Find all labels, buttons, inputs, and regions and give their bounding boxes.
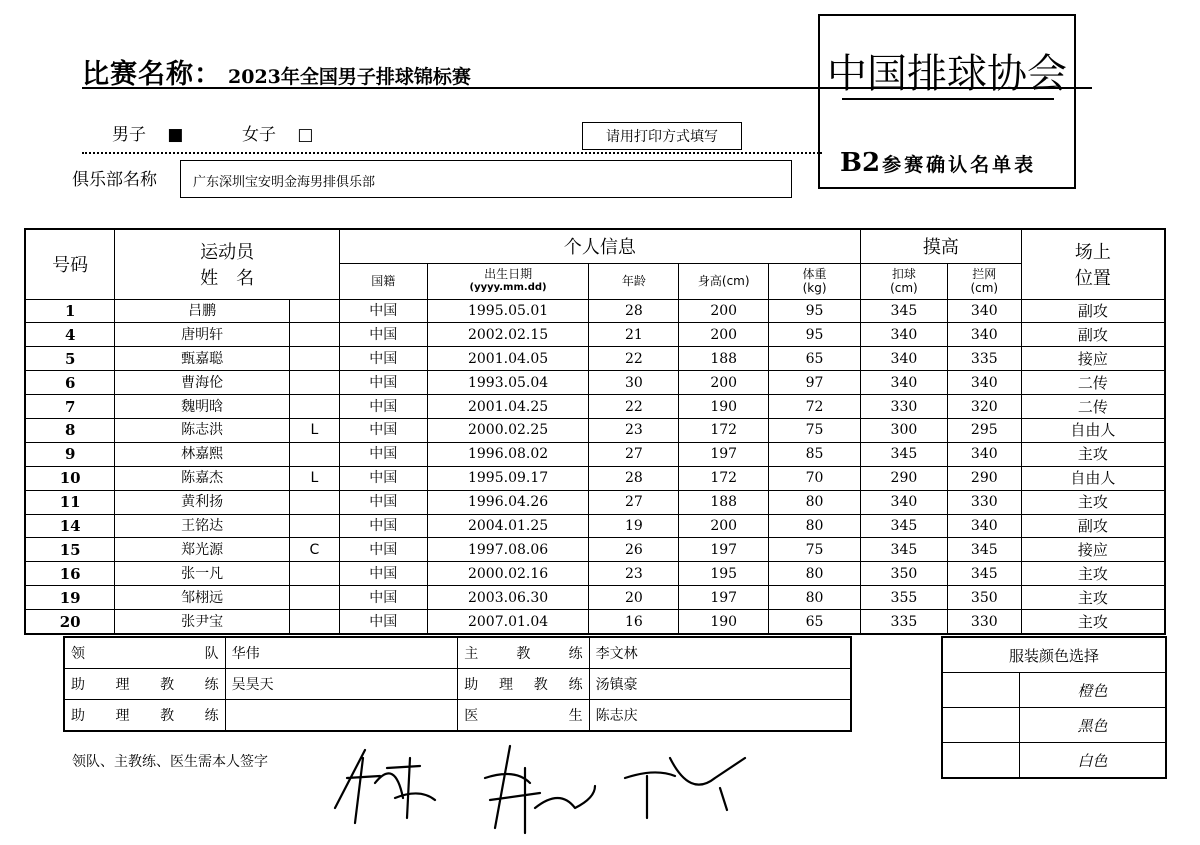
staff-table xyxy=(63,636,852,732)
table-row xyxy=(25,323,1165,347)
player-height: 172 xyxy=(679,466,769,490)
player-height: 197 xyxy=(679,586,769,610)
competition-label: 比赛名称： xyxy=(82,59,222,90)
header-athlete-line1: 运动员 xyxy=(200,242,255,264)
player-name: 曹海伦 xyxy=(115,371,290,395)
player-birth-date: 1995.05.01 xyxy=(427,299,589,323)
male-checkbox[interactable]: ■ xyxy=(167,125,184,145)
table-row xyxy=(25,514,1165,538)
player-nationality: 中国 xyxy=(339,490,427,514)
competition-title xyxy=(82,52,471,91)
uniform-color-check-2[interactable] xyxy=(942,708,1020,743)
male-option[interactable] xyxy=(112,120,183,145)
player-birth-date: 2002.02.15 xyxy=(427,323,589,347)
player-height: 197 xyxy=(679,538,769,562)
player-position: 自由人 xyxy=(1021,466,1165,490)
player-nationality: 中国 xyxy=(339,418,427,442)
player-position: 接应 xyxy=(1021,347,1165,371)
club-name: 广东深圳宝安明金海男排俱乐部 xyxy=(193,175,376,190)
player-block-reach: 340 xyxy=(947,323,1021,347)
uniform-color-2: 黑色 xyxy=(1020,708,1167,743)
player-number: 16 xyxy=(25,562,115,586)
player-nationality: 中国 xyxy=(339,371,427,395)
association-box xyxy=(818,14,1076,189)
player-nationality: 中国 xyxy=(339,562,427,586)
player-age: 28 xyxy=(589,466,679,490)
player-name: 张一凡 xyxy=(115,562,290,586)
player-number: 14 xyxy=(25,514,115,538)
female-checkbox[interactable]: □ xyxy=(297,125,314,145)
player-block-reach: 345 xyxy=(947,562,1021,586)
player-birth-date: 2000.02.25 xyxy=(427,418,589,442)
player-spike-reach: 340 xyxy=(860,490,947,514)
player-name: 郑光源 xyxy=(115,538,290,562)
signature-doctor xyxy=(625,758,745,818)
player-number: 11 xyxy=(25,490,115,514)
header-spike-line1: 扣球 xyxy=(891,267,916,281)
header-position-line2: 位置 xyxy=(1074,268,1111,290)
player-name: 邹栩远 xyxy=(115,586,290,610)
player-weight: 85 xyxy=(769,442,861,466)
header-spike xyxy=(860,263,947,299)
player-birth-date: 2000.02.16 xyxy=(427,562,589,586)
player-position: 副攻 xyxy=(1021,514,1165,538)
assistant-coach-label-3: 助 理 教 练 xyxy=(64,700,225,732)
player-spike-reach: 350 xyxy=(860,562,947,586)
table-row xyxy=(25,347,1165,371)
club-label: 俱乐部名称 xyxy=(72,170,157,190)
player-height: 190 xyxy=(679,395,769,419)
table-row xyxy=(25,610,1165,634)
player-nationality: 中国 xyxy=(339,395,427,419)
player-block-reach: 320 xyxy=(947,395,1021,419)
uniform-color-check-1[interactable] xyxy=(942,673,1020,708)
player-number: 1 xyxy=(25,299,115,323)
header-weight-line2: (kg) xyxy=(802,281,827,295)
player-number: 8 xyxy=(25,418,115,442)
player-block-reach: 330 xyxy=(947,610,1021,634)
player-weight: 80 xyxy=(769,490,861,514)
association-name: 中国排球协会 xyxy=(827,51,1067,97)
player-name: 张尹宝 xyxy=(115,610,290,634)
player-nationality: 中国 xyxy=(339,538,427,562)
player-block-reach: 295 xyxy=(947,418,1021,442)
header-birth-line2: (yyyy.mm.dd) xyxy=(469,282,547,293)
player-role xyxy=(289,299,339,323)
player-nationality: 中国 xyxy=(339,323,427,347)
player-position: 副攻 xyxy=(1021,323,1165,347)
player-age: 21 xyxy=(589,323,679,347)
player-number: 9 xyxy=(25,442,115,466)
player-birth-date: 2001.04.05 xyxy=(427,347,589,371)
player-age: 27 xyxy=(589,442,679,466)
table-row xyxy=(25,562,1165,586)
player-position: 二传 xyxy=(1021,371,1165,395)
player-role xyxy=(289,442,339,466)
player-birth-date: 1996.04.26 xyxy=(427,490,589,514)
player-role xyxy=(289,586,339,610)
uniform-color-title: 服装颜色选择 xyxy=(942,637,1166,673)
form-title: 参赛确认名单表 xyxy=(882,154,1037,176)
player-number: 15 xyxy=(25,538,115,562)
player-role xyxy=(289,610,339,634)
header-number: 号码 xyxy=(25,229,115,299)
assistant-coach-name-2[interactable]: 汤镇豪 xyxy=(589,669,851,700)
player-spike-reach: 345 xyxy=(860,299,947,323)
player-birth-date: 1995.09.17 xyxy=(427,466,589,490)
player-age: 22 xyxy=(589,347,679,371)
header-athlete-line2: 姓 名 xyxy=(200,268,255,290)
player-birth-date: 2004.01.25 xyxy=(427,514,589,538)
header-reach: 摸高 xyxy=(860,229,1021,263)
player-spike-reach: 340 xyxy=(860,347,947,371)
doctor-name[interactable]: 陈志庆 xyxy=(589,700,851,732)
player-nationality: 中国 xyxy=(339,514,427,538)
signature-note: 领队、主教练、医生需本人签字 xyxy=(72,754,268,770)
player-age: 22 xyxy=(589,395,679,419)
player-position: 主攻 xyxy=(1021,562,1165,586)
form-heading xyxy=(840,148,1036,178)
female-label: 女子 xyxy=(242,125,276,145)
player-birth-date: 1997.08.06 xyxy=(427,538,589,562)
player-block-reach: 340 xyxy=(947,514,1021,538)
leader-name[interactable]: 华伟 xyxy=(225,637,458,669)
table-row xyxy=(25,442,1165,466)
player-nationality: 中国 xyxy=(339,347,427,371)
player-block-reach: 350 xyxy=(947,586,1021,610)
assistant-coach-name-3[interactable] xyxy=(225,700,458,732)
table-row xyxy=(25,395,1165,419)
player-number: 7 xyxy=(25,395,115,419)
player-height: 188 xyxy=(679,347,769,371)
player-block-reach: 330 xyxy=(947,490,1021,514)
player-name: 魏明晗 xyxy=(115,395,290,419)
player-spike-reach: 345 xyxy=(860,442,947,466)
player-weight: 75 xyxy=(769,538,861,562)
player-spike-reach: 330 xyxy=(860,395,947,419)
player-weight: 95 xyxy=(769,299,861,323)
player-position: 主攻 xyxy=(1021,442,1165,466)
assistant-coach-label-1: 助 理 教 练 xyxy=(64,669,225,700)
player-height: 188 xyxy=(679,490,769,514)
header-position xyxy=(1021,229,1165,299)
player-role xyxy=(289,371,339,395)
player-height: 195 xyxy=(679,562,769,586)
player-weight: 65 xyxy=(769,610,861,634)
player-age: 27 xyxy=(589,490,679,514)
player-position: 自由人 xyxy=(1021,418,1165,442)
competition-name: 2023年全国男子排球锦标赛 xyxy=(228,66,471,88)
player-role xyxy=(289,562,339,586)
handwritten-signatures xyxy=(325,738,765,838)
player-number: 4 xyxy=(25,323,115,347)
table-row xyxy=(25,490,1165,514)
player-name: 陈嘉杰 xyxy=(115,466,290,490)
player-weight: 80 xyxy=(769,586,861,610)
player-position: 主攻 xyxy=(1021,586,1165,610)
player-age: 28 xyxy=(589,299,679,323)
player-spike-reach: 340 xyxy=(860,323,947,347)
player-birth-date: 2003.06.30 xyxy=(427,586,589,610)
player-age: 30 xyxy=(589,371,679,395)
player-age: 23 xyxy=(589,418,679,442)
doctor-label: 医 生 xyxy=(458,700,589,732)
player-height: 190 xyxy=(679,610,769,634)
player-height: 200 xyxy=(679,323,769,347)
player-weight: 95 xyxy=(769,323,861,347)
player-role xyxy=(289,514,339,538)
player-height: 172 xyxy=(679,418,769,442)
player-name: 王铭达 xyxy=(115,514,290,538)
header-spike-line2: (cm) xyxy=(890,281,918,295)
player-role xyxy=(289,395,339,419)
player-number: 20 xyxy=(25,610,115,634)
assistant-coach-name-1[interactable]: 吴昊天 xyxy=(225,669,458,700)
club-name-field[interactable] xyxy=(180,160,792,198)
player-age: 23 xyxy=(589,562,679,586)
player-block-reach: 335 xyxy=(947,347,1021,371)
signature-head-coach xyxy=(485,746,595,833)
header-weight-line1: 体重 xyxy=(802,267,827,281)
player-weight: 75 xyxy=(769,418,861,442)
player-spike-reach: 290 xyxy=(860,466,947,490)
header-height: 身高(cm) xyxy=(679,263,769,299)
player-weight: 70 xyxy=(769,466,861,490)
male-label: 男子 xyxy=(112,125,146,145)
header-nationality: 国籍 xyxy=(339,263,427,299)
uniform-color-3: 白色 xyxy=(1020,743,1167,779)
player-role: C xyxy=(289,538,339,562)
header-birth xyxy=(427,263,589,299)
player-spike-reach: 340 xyxy=(860,371,947,395)
header-block xyxy=(947,263,1021,299)
association-rule xyxy=(842,98,1054,100)
player-age: 19 xyxy=(589,514,679,538)
uniform-color-1: 橙色 xyxy=(1020,673,1167,708)
form-code: B2 xyxy=(840,148,881,178)
table-row xyxy=(25,299,1165,323)
header-birth-line1: 出生日期 xyxy=(484,267,533,281)
player-role xyxy=(289,347,339,371)
header-weight xyxy=(769,263,861,299)
roster-body xyxy=(25,299,1165,634)
player-role: L xyxy=(289,418,339,442)
header-age: 年龄 xyxy=(589,263,679,299)
player-number: 19 xyxy=(25,586,115,610)
player-nationality: 中国 xyxy=(339,299,427,323)
table-row xyxy=(25,466,1165,490)
print-instruction: 请用打印方式填写 xyxy=(582,122,742,150)
player-position: 主攻 xyxy=(1021,610,1165,634)
player-weight: 72 xyxy=(769,395,861,419)
player-spike-reach: 300 xyxy=(860,418,947,442)
player-role: L xyxy=(289,466,339,490)
player-position: 主攻 xyxy=(1021,490,1165,514)
player-weight: 97 xyxy=(769,371,861,395)
player-role xyxy=(289,490,339,514)
player-height: 200 xyxy=(679,514,769,538)
uniform-color-check-3[interactable] xyxy=(942,743,1020,779)
player-name: 吕鹏 xyxy=(115,299,290,323)
header-block-line1: 拦网 xyxy=(972,267,997,281)
player-birth-date: 2007.01.04 xyxy=(427,610,589,634)
player-position: 副攻 xyxy=(1021,299,1165,323)
player-height: 197 xyxy=(679,442,769,466)
player-age: 20 xyxy=(589,586,679,610)
table-row xyxy=(25,371,1165,395)
player-weight: 80 xyxy=(769,514,861,538)
table-row xyxy=(25,538,1165,562)
player-nationality: 中国 xyxy=(339,466,427,490)
player-nationality: 中国 xyxy=(339,586,427,610)
head-coach-name[interactable]: 李文林 xyxy=(589,637,851,669)
player-birth-date: 1993.05.04 xyxy=(427,371,589,395)
player-block-reach: 340 xyxy=(947,371,1021,395)
player-weight: 80 xyxy=(769,562,861,586)
player-height: 200 xyxy=(679,371,769,395)
assistant-coach-label-2: 助 理 教 练 xyxy=(458,669,589,700)
player-spike-reach: 335 xyxy=(860,610,947,634)
leader-label: 领 队 xyxy=(64,637,225,669)
player-name: 陈志洪 xyxy=(115,418,290,442)
signature-leader xyxy=(335,750,435,823)
player-role xyxy=(289,323,339,347)
player-birth-date: 2001.04.25 xyxy=(427,395,589,419)
player-birth-date: 1996.08.02 xyxy=(427,442,589,466)
player-nationality: 中国 xyxy=(339,442,427,466)
player-spike-reach: 345 xyxy=(860,514,947,538)
player-block-reach: 290 xyxy=(947,466,1021,490)
player-number: 5 xyxy=(25,347,115,371)
player-block-reach: 340 xyxy=(947,442,1021,466)
player-spike-reach: 355 xyxy=(860,586,947,610)
uniform-color-table xyxy=(941,636,1167,779)
roster-table xyxy=(24,228,1166,635)
player-block-reach: 345 xyxy=(947,538,1021,562)
player-nationality: 中国 xyxy=(339,610,427,634)
player-number: 6 xyxy=(25,371,115,395)
dotted-divider xyxy=(82,152,822,154)
player-height: 200 xyxy=(679,299,769,323)
player-name: 黄利扬 xyxy=(115,490,290,514)
player-block-reach: 340 xyxy=(947,299,1021,323)
head-coach-label: 主 教 练 xyxy=(458,637,589,669)
player-position: 二传 xyxy=(1021,395,1165,419)
player-age: 16 xyxy=(589,610,679,634)
player-spike-reach: 345 xyxy=(860,538,947,562)
header-position-line1: 场上 xyxy=(1074,242,1111,264)
player-name: 林嘉熙 xyxy=(115,442,290,466)
player-position: 接应 xyxy=(1021,538,1165,562)
table-row xyxy=(25,586,1165,610)
player-weight: 65 xyxy=(769,347,861,371)
female-option[interactable] xyxy=(242,120,313,145)
header-personal-info: 个人信息 xyxy=(339,229,860,263)
header-block-line2: (cm) xyxy=(970,281,999,295)
player-number: 10 xyxy=(25,466,115,490)
header-athlete xyxy=(115,229,340,299)
player-age: 26 xyxy=(589,538,679,562)
player-name: 甄嘉聪 xyxy=(115,347,290,371)
table-row xyxy=(25,418,1165,442)
player-name: 唐明轩 xyxy=(115,323,290,347)
